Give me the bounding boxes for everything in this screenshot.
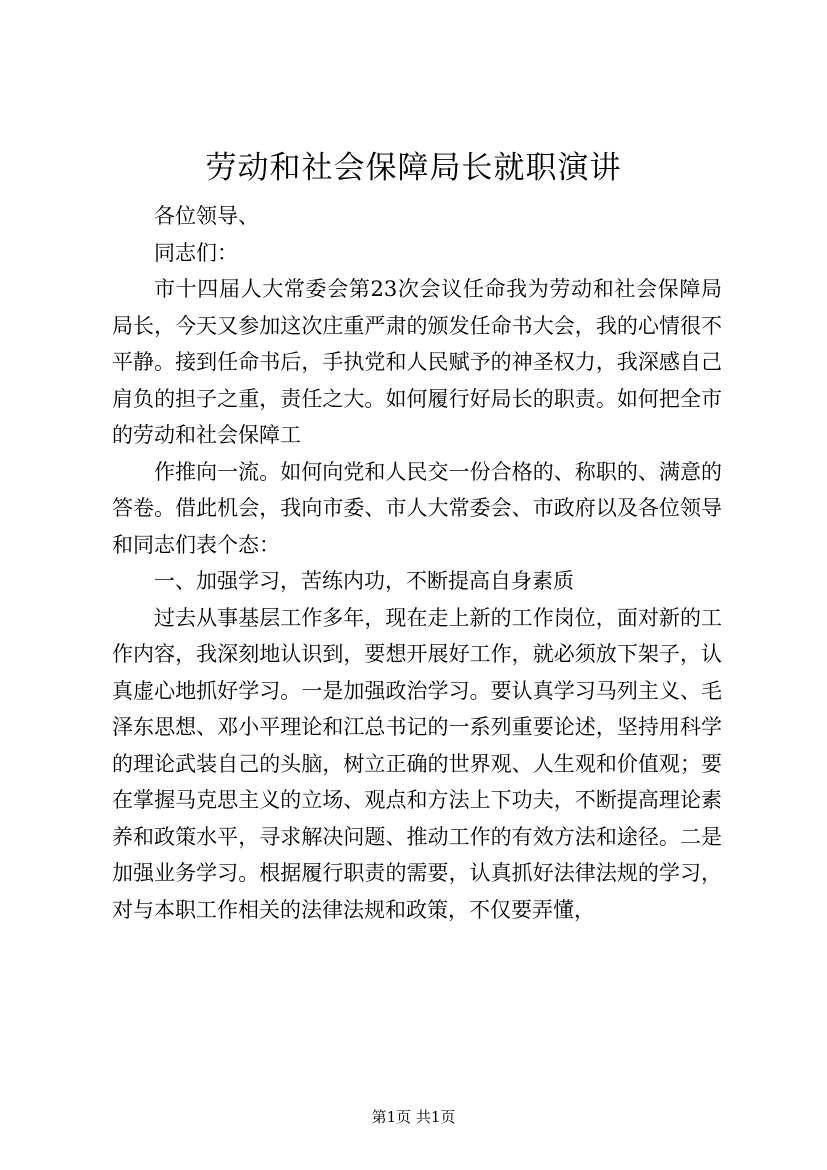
document-body <box>112 198 722 928</box>
document-title: 劳动和社会保障局长就职演讲 <box>205 150 622 186</box>
paragraph-study: 过去从事基层工作多年，现在走上新的工作岗位，面对新的工作内容，我深刻地认识到，要想开展好工作，就必须放下架子，认真虚心地抓好学习。一是加强政治学习。要认真学习马列主义、毛泽东思想、邓小平理论和江总书记的一系列重要论述，坚持用科学的理论武装自己的头脑，树立正确的世界观、人生观和价值观；要在掌握马克思主义的立场、观点和方法上下功夫，不断提高理论素养和政策水平，寻求解决问题、推动工作的有效方法和途径。二是加强业务学习。根据履行职责的需要，认真抓好法律法规的学习，对与本职工作相关的法律法规和政策，不仅要弄懂， <box>112 605 722 922</box>
paragraph-appointment: 市十四届人大常委会第23次会议任命我为劳动和社会保障局局长，今天又参加这次庄重严肃的颁发任命书大会，我的心情很不平静。接到任命书后，手执党和人民赋予的神圣权力，我深感自己肩负的担子之重，责任之大。如何履行好局长的职责。如何把全市的劳动和社会保障工 <box>112 277 722 447</box>
paragraph-pledge: 作推向一流。如何向党和人民交一份合格的、称职的、满意的答卷。借此机会，我向市委、市人大常委会、市政府以及各位领导和同志们表个态： <box>112 459 722 557</box>
salutation-leaders: 各位领导、 <box>154 204 259 228</box>
section-heading-study: 一、加强学习，苦练内功，不断提高自身素质 <box>154 569 574 593</box>
page-footer: 第1页 共1页 <box>371 1108 456 1126</box>
salutation-comrades: 同志们： <box>154 240 238 265</box>
